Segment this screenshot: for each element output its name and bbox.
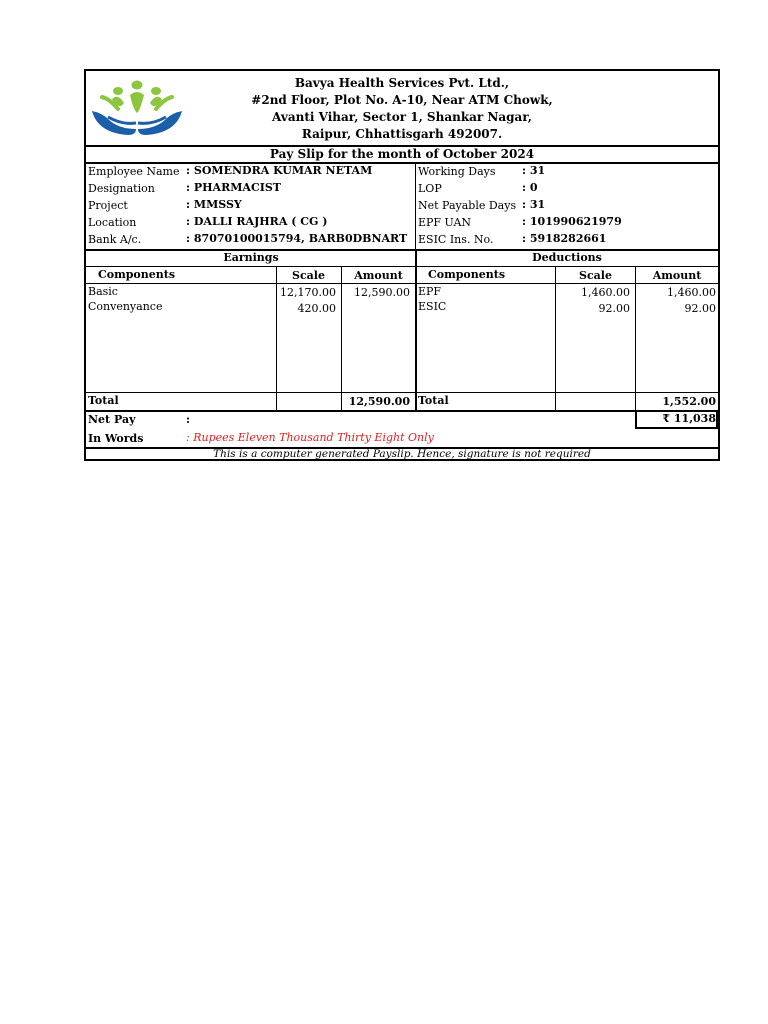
net-pay-label: Net Pay [88,413,136,426]
earnings-title: Earnings [223,251,279,264]
earnings-row-scale: 420.00 [297,302,336,315]
epf-uan-label: EPF UAN [418,216,472,229]
project-value: : MMSSY [186,198,242,211]
deductions-header-scale: Scale [579,269,612,282]
company-name: Bavya Health Services Pvt. Ltd., [294,76,510,90]
earnings-total-amount: 12,590.00 [348,395,410,408]
earnings-row-scale: 12,170.00 [280,286,336,299]
deductions-header-amount: Amount [652,269,702,282]
location-value: : DALLI RAJHRA ( CG ) [186,215,328,228]
lop-label: LOP [418,182,442,195]
in-words-value: : Rupees Eleven Thousand Thirty Eight Only [186,431,434,444]
deductions-header-components: Components [428,268,506,281]
payslip [84,69,720,461]
footer-note: This is a computer generated Payslip. Hence, signature is not required [213,448,591,460]
designation-value: : PHARMACIST [186,181,281,194]
deductions-row-scale: 92.00 [598,302,630,315]
location-label: Location [88,216,137,229]
epf-uan-value: : 101990621979 [522,215,622,228]
working-days-value: : 31 [522,164,546,177]
earnings-total-label: Total [88,394,119,407]
lop-value: : 0 [522,181,538,194]
deductions-row-scale: 1,460.00 [581,286,630,299]
earnings-row-amount: 12,590.00 [354,286,410,299]
net-pay-colon: : [186,413,191,426]
in-words-label: In Words [88,432,144,445]
deductions-row-component: ESIC [418,300,447,313]
net-payable-days-value: : 31 [522,198,546,211]
net-pay-value: ₹ 11,038 [662,412,716,425]
earnings-header-components: Components [98,268,176,281]
earnings-row-component: Convenyance [88,300,163,313]
company-address-line1: #2nd Floor, Plot No. A-10, Near ATM Chowk, [251,93,553,107]
net-payable-days-label: Net Payable Days [418,199,517,212]
deductions-row-amount: 1,460.00 [667,286,716,299]
deductions-title: Deductions [532,251,602,264]
employee-name-label: Employee Name [88,165,180,178]
company-address-line2: Avanti Vihar, Sector 1, Shankar Nagar, [272,110,532,124]
company-address-line3: Raipur, Chhattisgarh 492007. [301,127,503,141]
deductions-row-amount: 92.00 [684,302,716,315]
deductions-total-amount: 1,552.00 [662,395,716,408]
earnings-header-scale: Scale [292,269,325,282]
earnings-header-amount: Amount [354,269,403,282]
project-label: Project [88,199,128,212]
esic-ins-no-value: : 5918282661 [522,232,607,245]
deductions-total-label: Total [418,394,449,407]
earnings-row-component: Basic [88,285,118,298]
bank-account-label: Bank A/c. [88,233,142,246]
designation-label: Designation [88,182,155,195]
working-days-label: Working Days [418,165,496,178]
bank-account-value: : 87070100015794, BARB0DBNART [186,232,408,245]
employee-name-value: : SOMENDRA KUMAR NETAM [186,164,373,177]
esic-ins-no-label: ESIC Ins. No. [418,233,494,246]
deductions-row-component: EPF [418,285,442,298]
payslip-title: Pay Slip for the month of October 2024 [269,147,535,161]
